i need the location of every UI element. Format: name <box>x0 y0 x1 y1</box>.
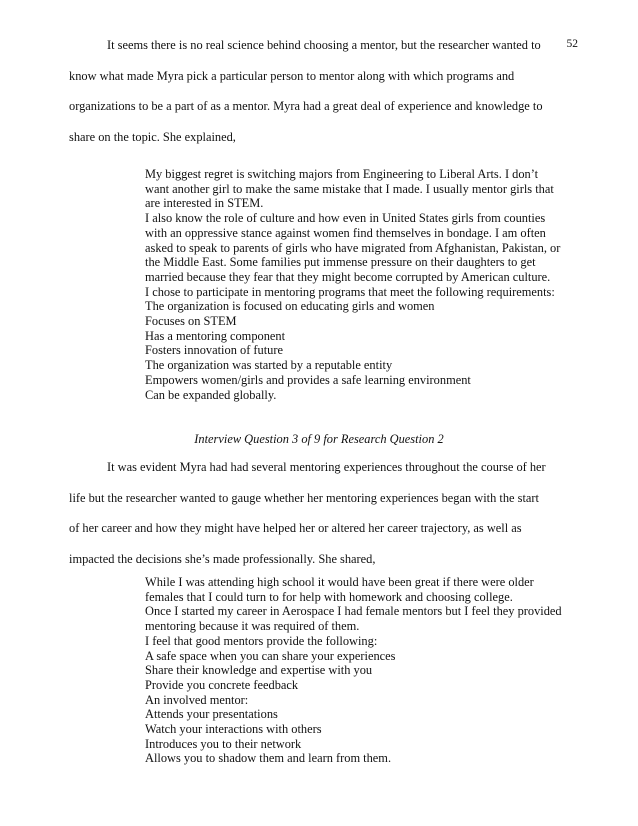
paragraph-2 <box>69 452 579 574</box>
quote-line: the Middle East. Some families put immense pressure on their daughters to get <box>145 255 536 270</box>
paragraph-line: know what made Myra pick a particular person to mentor along with which programs and <box>69 68 515 83</box>
quote-line: Can be expanded globally. <box>145 387 277 402</box>
quote-line: I chose to participate in mentoring programs that meet the following requirements: <box>145 284 555 299</box>
paragraph-line: share on the topic. She explained, <box>69 129 236 144</box>
block-quote-2 <box>145 575 585 766</box>
quote-line: Fosters innovation of future <box>145 343 283 358</box>
block-quote-1 <box>145 167 585 402</box>
quote-line: While I was attending high school it would have been great if there were older <box>145 575 534 589</box>
quote-line: I feel that good mentors provide the following: <box>145 633 378 648</box>
paragraph-line: life but the researcher wanted to gauge whether her mentoring experiences began with the start <box>69 490 539 505</box>
paragraph-line: of her career and how they might have helped her or altered her career trajectory, as well as <box>69 521 522 535</box>
quote-line: Attends your presentations <box>145 707 278 722</box>
quote-line: Allows you to shadow them and learn from them. <box>145 751 392 766</box>
quote-line: Provide you concrete feedback <box>145 677 299 692</box>
quote-line: Empowers women/girls and provides a safe learning environment <box>145 372 471 387</box>
quote-line: females that I could turn to for help with homework and choosing college. <box>145 589 513 604</box>
quote-line: Watch your interactions with others <box>145 722 322 737</box>
quote-line: married because they fear that they might become corrupted by American culture. <box>145 269 551 284</box>
quote-line: with an oppressive stance against women find themselves in bondage. I am often <box>145 225 546 240</box>
quote-line: mentoring because it was required of them. <box>145 619 360 634</box>
quote-line: Focuses on STEM <box>145 314 237 329</box>
quote-line: My biggest regret is switching majors from Engineering to Liberal Arts. I don’t <box>145 167 539 181</box>
quote-line: are interested in STEM. <box>145 196 264 211</box>
section-heading: Interview Question 3 of 9 for Research Question 2 <box>194 432 444 446</box>
page-number: 52 <box>566 38 578 50</box>
quote-line: Share their knowledge and expertise with you <box>145 663 373 678</box>
quote-line: The organization is focused on educating girls and women <box>145 299 435 314</box>
paragraph-line: It was evident Myra had had several mentoring experiences throughout the course of her <box>107 460 546 474</box>
paragraph-1 <box>69 30 579 152</box>
paragraph-line: organizations to be a part of as a mentor. Myra had a great deal of experience and knowledge to <box>69 99 543 113</box>
quote-line: want another girl to make the same mistake that I made. I usually mentor girls that <box>145 181 554 196</box>
quote-line: An involved mentor: <box>145 692 249 707</box>
paragraph-line: It seems there is no real science behind choosing a mentor, but the researcher wanted to <box>107 38 541 52</box>
paragraph-line: impacted the decisions she’s made professionally. She shared, <box>69 551 376 566</box>
quote-line: The organization was started by a reputable entity <box>145 358 393 373</box>
quote-line: I also know the role of culture and how even in United States girls from counties <box>145 211 546 226</box>
quote-line: Once I started my career in Aerospace I had female mentors but I feel they provided <box>145 604 562 619</box>
quote-line: A safe space when you can share your experiences <box>145 648 396 663</box>
quote-line: Introduces you to their network <box>145 736 302 751</box>
quote-line: asked to speak to parents of girls who have migrated from Afghanistan, Pakistan, or <box>145 240 561 255</box>
quote-line: Has a mentoring component <box>145 328 286 343</box>
